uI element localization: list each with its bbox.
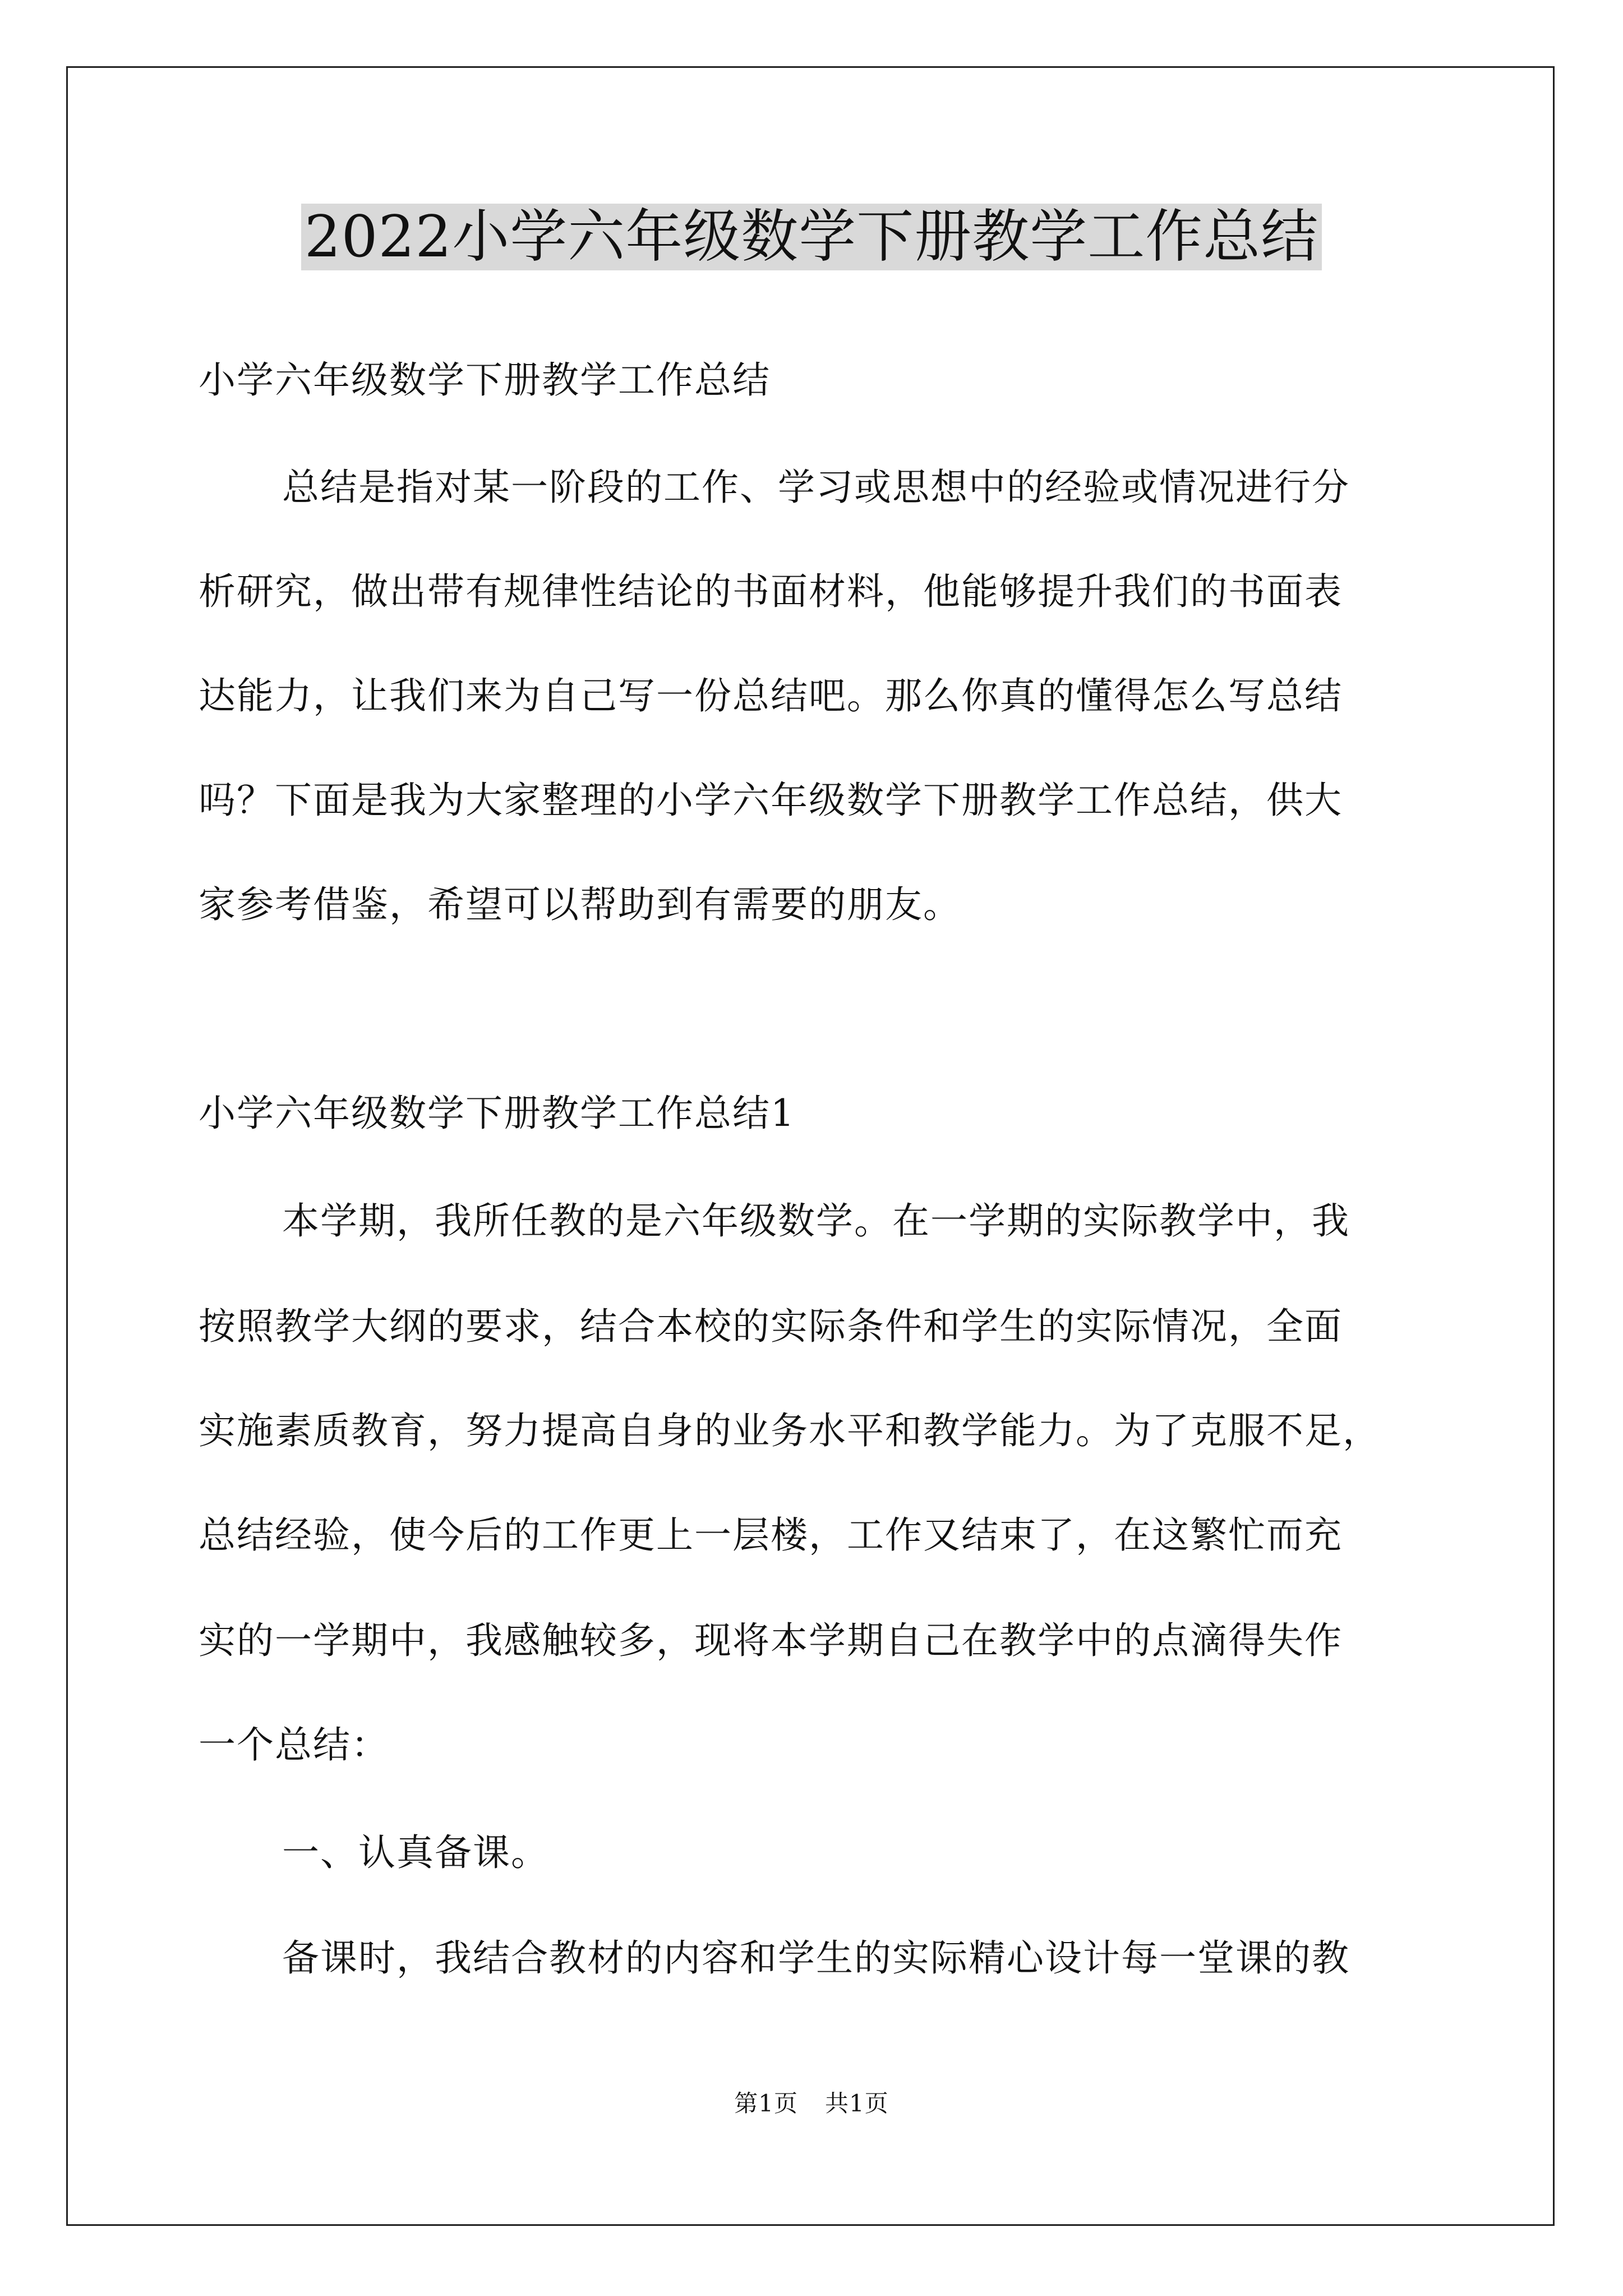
subheading-1-line-1: 备课时，我结合教材的内容和学生的实际精心设计每一堂课的教 — [282, 1936, 1350, 1980]
intro-line-3: 达能力，让我们来为自己写一份总结吧。那么你真的懂得怎么写总结 — [199, 674, 1343, 717]
page-number-total: 共1页 — [825, 2090, 889, 2117]
intro-line-2: 析研究，做出带有规律性结论的书面材料，他能够提升我们的书面表 — [199, 570, 1343, 613]
section-1-line-1: 本学期，我所任教的是六年级数学。在一学期的实际教学中，我 — [282, 1199, 1350, 1243]
document-title — [0, 197, 1623, 277]
section-1-line-5: 实的一学期中，我感触较多，现将本学期自己在教学中的点滴得失作 — [199, 1619, 1343, 1662]
section-1-line-4: 总结经验，使今后的工作更上一层楼，工作又结束了，在这繁忙而充 — [199, 1513, 1343, 1557]
section-1-line-6: 一个总结： — [199, 1723, 389, 1766]
subtitle-main: 小学六年级数学下册教学工作总结 — [199, 358, 771, 402]
page-number-current: 第1页 — [734, 2090, 798, 2117]
subheading-prepare-lessons: 一、认真备课。 — [282, 1831, 549, 1874]
page-footer — [0, 2087, 1623, 2120]
intro-line-1: 总结是指对某一阶段的工作、学习或思想中的经验或情况进行分 — [282, 466, 1350, 509]
intro-line-4: 吗？下面是我为大家整理的小学六年级数学下册教学工作总结，供大 — [199, 779, 1343, 822]
intro-line-5: 家参考借鉴，希望可以帮助到有需要的朋友。 — [199, 883, 961, 926]
section-1-heading: 小学六年级数学下册教学工作总结1 — [199, 1092, 795, 1135]
document-title-text: 2022小学六年级数学下册教学工作总结 — [301, 204, 1322, 270]
section-1-line-2: 按照教学大纲的要求，结合本校的实际条件和学生的实际情况，全面 — [199, 1305, 1343, 1348]
section-1-line-3: 实施素质教育，努力提高自身的业务水平和教学能力。为了克服不足， — [199, 1409, 1381, 1452]
